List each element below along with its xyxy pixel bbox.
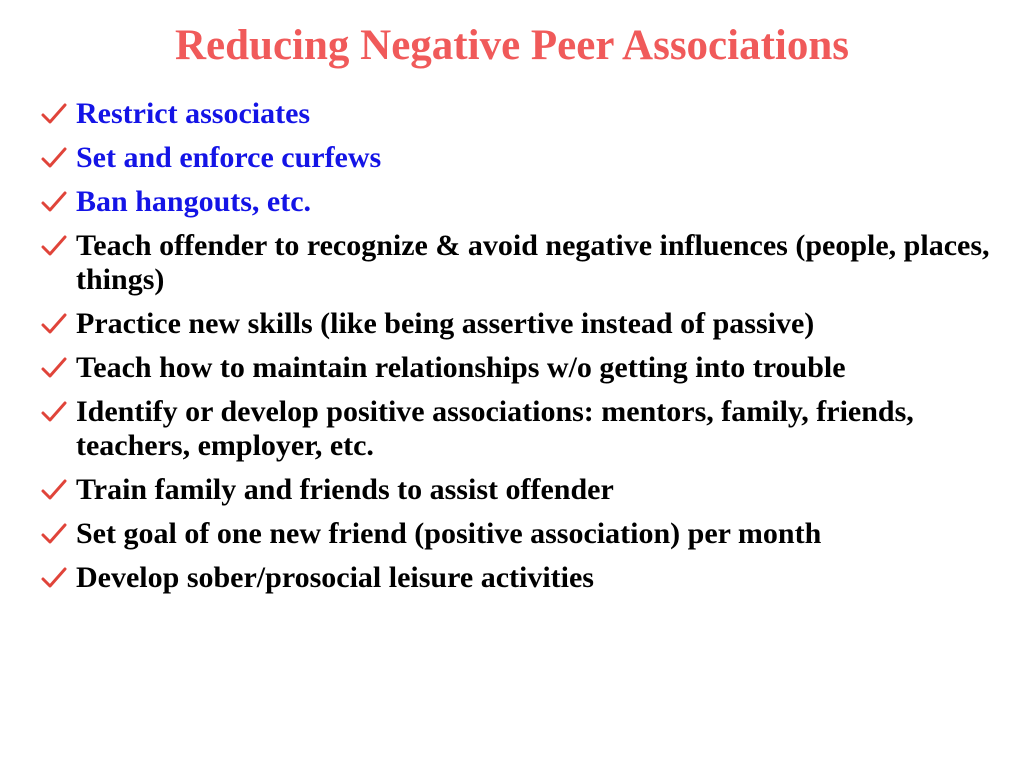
- checkmark-icon: [40, 234, 68, 258]
- checkmark-icon: [40, 312, 68, 336]
- bullet-text: Set goal of one new friend (positive association) per month: [76, 517, 822, 550]
- checkmark-icon: [40, 400, 68, 424]
- bullet-text: Set and enforce curfews: [76, 141, 382, 174]
- bullet-text: Teach how to maintain relationships w/o getting into trouble: [76, 351, 846, 384]
- checkmark-icon: [40, 478, 68, 502]
- bullet-text: Teach offender to recognize & avoid negative influences (people, places, things): [76, 229, 990, 296]
- bullet-item: [40, 229, 1010, 297]
- bullet-item: [40, 141, 1010, 175]
- bullet-text: Train family and friends to assist offender: [76, 473, 614, 506]
- bullet-text: Develop sober/prosocial leisure activities: [76, 561, 594, 594]
- bullet-text: Identify or develop positive associations: mentors, family, friends, teachers, employer, etc.: [76, 395, 914, 462]
- bullet-text: Practice new skills (like being assertive instead of passive): [76, 307, 815, 340]
- checkmark-icon: [40, 522, 68, 546]
- checkmark-icon: [40, 102, 68, 126]
- bullet-list: [40, 97, 1010, 605]
- checkmark-icon: [40, 356, 68, 380]
- bullet-item: [40, 517, 1010, 551]
- bullet-text: Ban hangouts, etc.: [76, 185, 312, 218]
- checkmark-icon: [40, 190, 68, 214]
- bullet-item: [40, 351, 1010, 385]
- bullet-item: [40, 185, 1010, 219]
- bullet-text: Restrict associates: [76, 97, 311, 130]
- bullet-item: [40, 307, 1010, 341]
- checkmark-icon: [40, 566, 68, 590]
- slide-title: Reducing Negative Peer Associations: [175, 22, 849, 69]
- bullet-item: [40, 473, 1010, 507]
- checkmark-icon: [40, 146, 68, 170]
- bullet-item: [40, 561, 1010, 595]
- bullet-item: [40, 97, 1010, 131]
- bullet-item: [40, 395, 1010, 463]
